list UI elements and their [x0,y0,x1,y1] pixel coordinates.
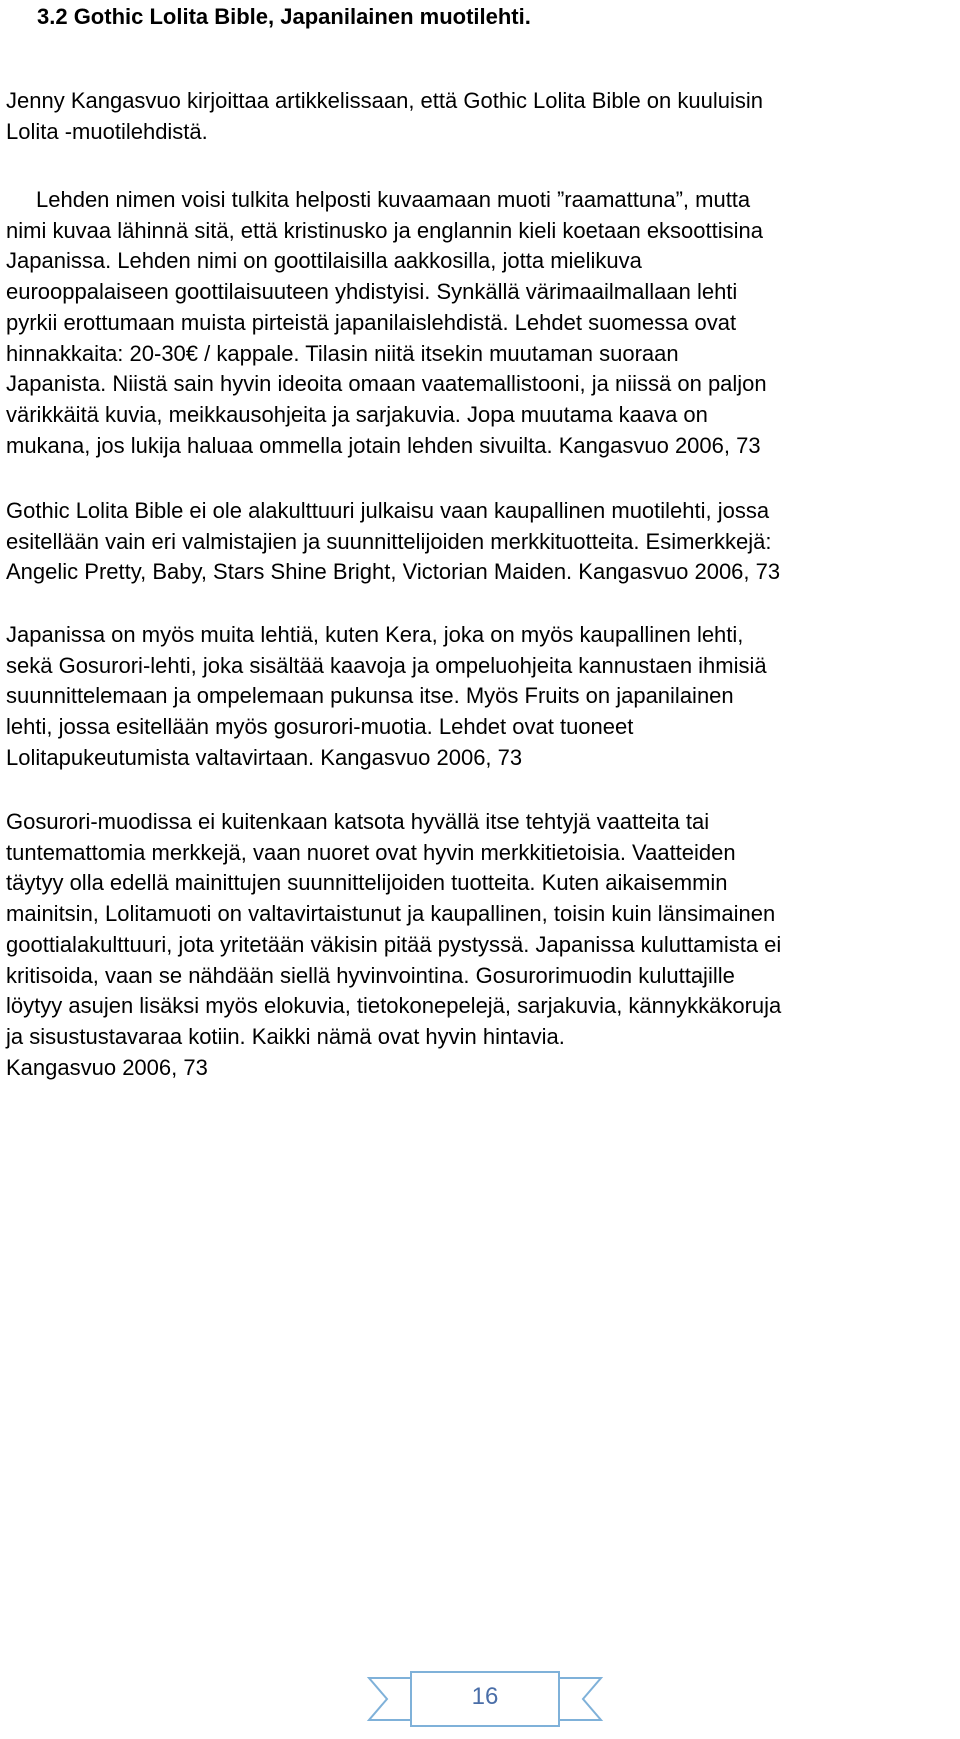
text-line: Angelic Pretty, Baby, Stars Shine Bright, Victorian Maiden. Kangasvuo 2006, 73 [6,559,781,585]
text-line: eurooppalaiseen goottilaisuuteen yhdistyisi. Synkällä värimaailmallaan lehti [6,279,738,305]
text-line: sekä Gosurori-lehti, joka sisältää kaavoja ja ompeluohjeita kannustaen ihmisiä [6,652,767,678]
text-line: Lolita -muotilehdistä. [6,118,208,144]
text-line: Lolitapukeutumista valtavirtaan. Kangasvuo 2006, 73 [6,744,523,770]
text-line: pyrkii erottumaan muista pirteistä japanilaislehdistä. Lehdet suomessa ovat [6,309,737,335]
page-number: 16 [471,1683,499,1710]
text-line: nimi kuvaa lähinnä sitä, että kristinusko ja englannin kieli koetaan eksoottisina [6,217,763,243]
text-line: löytyy asujen lisäksi myös elokuvia, tietokonepelejä, sarjakuvia, kännykkäkoruja [6,993,782,1019]
paragraph-magazine-name [6,185,956,461]
paragraph-other-magazines [6,620,956,774]
text-line: lehti, jossa esitellään myös gosurori-muotia. Lehdet ovat tuoneet [6,714,634,740]
text-line: suunnittelemaan ja ompelemaan pukunsa itse. Myös Fruits on japanilainen [6,683,734,709]
text-line: ja sisustustavaraa kotiin. Kaikki nämä ovat hyvin hintavia. [6,1023,565,1049]
text-line: täytyy olla edellä mainittujen suunnittelijoiden tuotteita. Kuten aikaisemmin [6,870,728,896]
text-line: tuntemattomia merkkejä, vaan nuoret ovat hyvin merkkitietoisia. Vaatteiden [6,839,736,865]
text-line: Japanissa on myös muita lehtiä, kuten Kera, joka on myös kaupallinen lehti, [6,622,744,647]
paragraph-intro [6,86,956,147]
text-line: mainitsin, Lolitamuoti on valtavirtaistunut ja kaupallinen, toisin kuin länsimainen [6,901,776,927]
text-line: Japanista. Niistä sain hyvin ideoita omaan vaatemallistooni, ja niissä on paljon [6,371,767,397]
text-line: Kangasvuo 2006, 73 [6,1054,208,1080]
text-line: Gothic Lolita Bible ei ole alakulttuuri julkaisu vaan kaupallinen muotilehti, jossa [6,498,770,523]
text-line: Japanissa. Lehden nimi on goottilaisilla aakkosilla, jotta mielikuva [6,248,642,274]
paragraph-commercial [6,496,956,588]
text-line: mukana, jos lukija haluaa ommella jotain lehden sivuilta. Kangasvuo 2006, 73 [6,432,761,458]
text-line: Gosurori-muodissa ei kuitenkaan katsota hyvällä itse tehtyjä vaatteita tai [6,809,710,834]
text-line: Lehden nimen voisi tulkita helposti kuvaamaan muoti ”raamattuna”, mutta [36,187,751,212]
page-number-ribbon [365,1668,605,1728]
text-line: goottialakulttuuri, jota yritetään väkisin pitää pystyssä. Japanissa kuluttamista ei [6,931,782,957]
text-line: Jenny Kangasvuo kirjoittaa artikkelissaan, että Gothic Lolita Bible on kuuluisin [6,88,763,113]
text-line: esitellään vain eri valmistajien ja suunnittelijoiden merkkituotteita. Esimerkkejä: [6,528,772,554]
paragraph-gosurori-fashion [6,807,956,1083]
text-line: värikkäitä kuvia, meikkausohjeita ja sarjakuvia. Jopa muutama kaava on [6,401,708,427]
text-line: kritisoida, vaan se nähdään siellä hyvinvointina. Gosurorimuodin kuluttajille [6,962,735,988]
text-line: hinnakkaita: 20-30€ / kappale. Tilasin niitä itsekin muutaman suoraan [6,340,679,366]
section-heading: 3.2 Gothic Lolita Bible, Japanilainen muotilehti. [37,4,531,29]
